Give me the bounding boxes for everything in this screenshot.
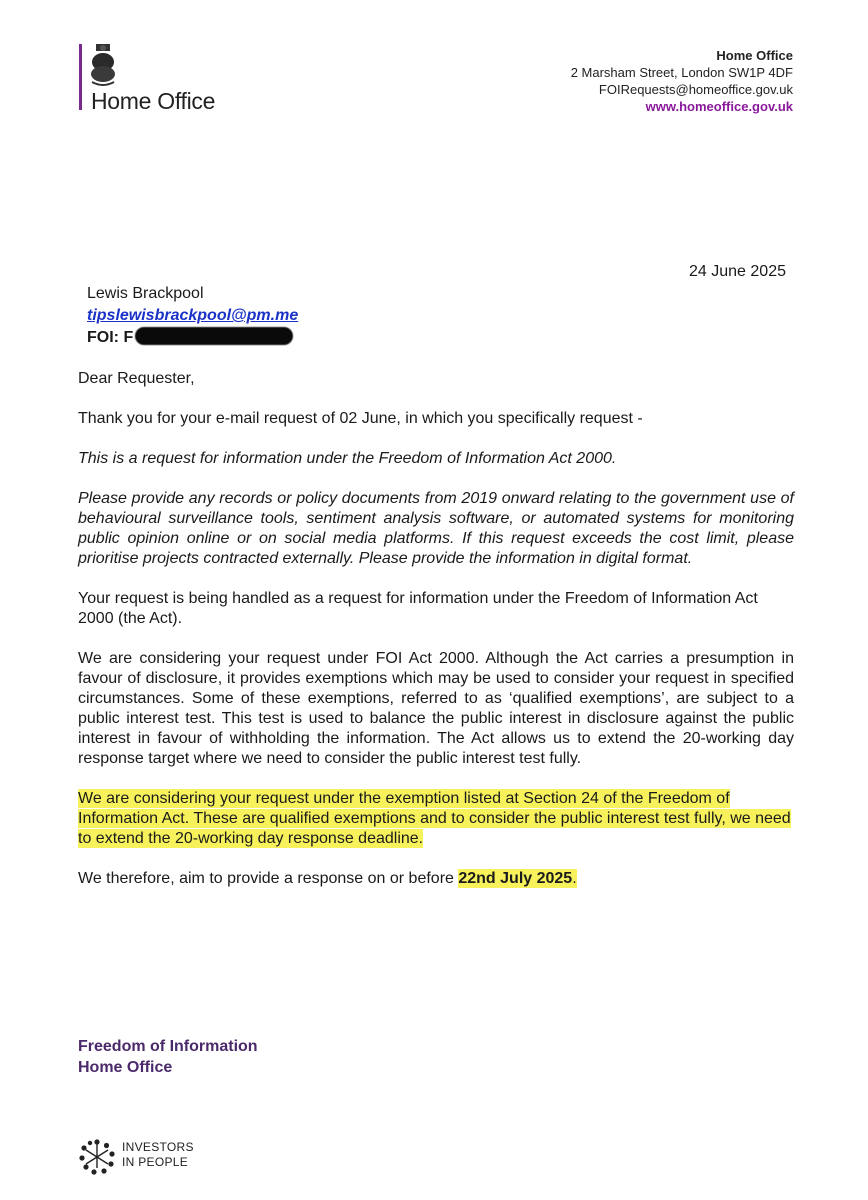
redaction-mark [135, 327, 293, 345]
investors-in-people-icon [78, 1138, 116, 1176]
letter-date: 24 June 2025 [689, 263, 786, 280]
sender-address [571, 47, 793, 115]
logo-text: Home Office [91, 88, 216, 114]
response-prefix: We therefore, aim to provide a response on or before [78, 870, 459, 887]
signature-line-1: Freedom of Information [78, 1038, 258, 1055]
logo-divider-bar [79, 44, 82, 110]
recipient-name: Lewis Brackpool [87, 285, 204, 302]
exemption-paragraph [78, 789, 794, 849]
sender-name: Home Office [716, 48, 793, 63]
iip-line-1: INVESTORS [122, 1140, 194, 1154]
letter-body [78, 369, 794, 909]
response-suffix: . [572, 870, 577, 887]
investors-in-people-text [122, 1140, 194, 1170]
recipient-email-link[interactable]: tipslewisbrackpool@pm.me [87, 307, 299, 324]
sender-website[interactable]: www.homeoffice.gov.uk [645, 99, 793, 114]
quoted-request-line: This is a request for information under the Freedom of Information Act 2000. [78, 450, 617, 467]
handling-paragraph: Your request is being handled as a request for information under the Freedom of Information Act 2000 (the Act). [78, 590, 758, 627]
intro-paragraph: Thank you for your e-mail request of 02 June, in which you specifically request - [78, 410, 643, 427]
response-paragraph [78, 869, 794, 889]
quoted-request-paragraph: Please provide any records or policy documents from 2019 onward relating to the government use of behavioural surveillance tools, sentiment analysis software, or automated systems for monitoring public opinion online or on social media platforms. If this request exceeds the cost limit, please prioritise projects contracted externally. Please provide the information in digital format. [78, 490, 794, 567]
foi-reference [87, 327, 298, 349]
salutation: Dear Requester, [78, 370, 195, 387]
response-date: 22nd July 2025 [458, 870, 573, 887]
royal-crest-icon [88, 44, 118, 88]
considering-paragraph: We are considering your request under FOI Act 2000. Although the Act carries a presumption in favour of disclosure, it provides exemptions which may be used to consider your request in specified circumstances. Some of these exemptions, referred to as ‘qualified exemptions’, are subject to a public interest test. This test is used to balance the public interest in disclosure against the public interest in favour of withholding the information. The Act allows us to extend the 20-working day response target where we need to consider the public interest test fully. [78, 650, 794, 767]
sender-email[interactable]: FOIRequests@homeoffice.gov.uk [598, 82, 793, 97]
foi-visible-char: F [123, 329, 134, 346]
sender-street: 2 Marsham Street, London SW1P 4DF [570, 65, 793, 80]
recipient-block [87, 283, 298, 349]
signature-line-2: Home Office [78, 1059, 173, 1076]
foi-label: FOI: [87, 329, 124, 346]
exemption-highlight: We are considering your request under the exemption listed at Section 24 of the Freedom of Information Act. These are qualified exemptions and to consider the public interest test fully, we need to extend the 20-working day response deadline. [78, 790, 791, 847]
iip-line-2: IN PEOPLE [122, 1155, 189, 1169]
signature-block [78, 1036, 258, 1078]
